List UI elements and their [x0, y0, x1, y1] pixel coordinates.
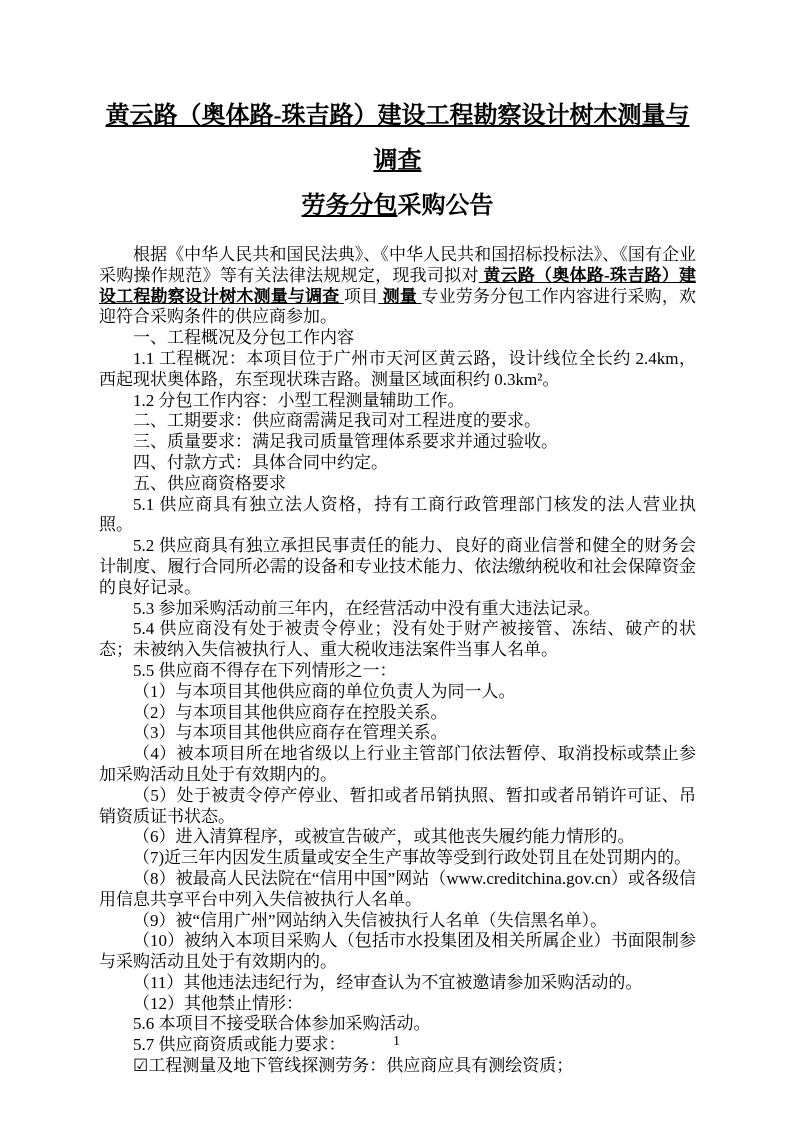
section-1-heading: [99, 328, 696, 349]
intro-paragraph-text: 项目: [343, 286, 379, 306]
item-6-text: （6）进入清算程序，或被宣告破产，或其他丧失履约能力情形的。: [133, 827, 635, 847]
clause-5-2-text: 5.2 供应商具有独立承担民事责任的能力、良好的商业信誉和健全的财务会计制度、履行合同所必需的设备和专业技术能力、依法缴纳税收和社会保障资金的良好记录。: [99, 536, 696, 597]
section-2: [99, 411, 696, 432]
item-12: [99, 994, 696, 1015]
intro-paragraph-text: 测量: [378, 286, 422, 306]
clause-5-3: [99, 599, 696, 620]
section-3: [99, 432, 696, 453]
item-7-text: （7)近三年内因发生质量或安全生产事故等受到行政处罚且在处罚期内的。: [133, 848, 692, 868]
item-9-text: （9）被“信用广州”网站纳入失信被执行人名单（失信黑名单）。: [133, 910, 608, 930]
clause-5-1: [99, 495, 696, 537]
checkbox-checked-icon: ☑: [133, 1056, 149, 1076]
clause-1-1: [99, 349, 696, 391]
item-5-text: （5）处于被责令停产停业、暂扣或者吊销执照、暂扣或者吊销许可证、吊销资质证书状态。: [99, 785, 696, 826]
section-5-heading-text: 五、供应商资格要求: [133, 473, 286, 493]
qualification-checkbox-line-text: 工程测量及地下管线探测劳务：供应商应具有测绘资质；: [148, 1056, 574, 1076]
clause-5-2: [99, 536, 696, 598]
clause-5-6-text: 5.6 本项目不接受联合体参加采购活动。: [133, 1014, 431, 1034]
document-content: [99, 94, 696, 1077]
item-4-text: （4）被本项目所在地省级以上行业主管部门依法暂停、取消投标或禁止参加采购活动且处于有效期内的。: [99, 744, 696, 784]
intro-paragraph: [99, 245, 696, 328]
intro-paragraph-text: 专业劳务分包工作内容进行采购，欢迎符合采购条件的供应商参加。: [99, 286, 697, 327]
clause-5-5: [99, 661, 696, 682]
item-2-text: （2）与本项目其他供应商存在控股关系。: [133, 702, 448, 722]
section-4-text: 四、付款方式：具体合同中约定。: [133, 452, 388, 472]
clause-5-4-text: 5.4 供应商没有处于被责令停业；没有处于财产被接管、冻结、破产的状态；未被纳入失信被执行人、重大税收违法案件当事人名单。: [99, 619, 696, 660]
item-10-text: （10）被纳入本项目采购人（包括市水投集团及相关所属企业）书面限制参与采购活动且处于有效期内的。: [99, 931, 696, 972]
section-2-text: 二、工期要求：供应商需满足我司对工程进度的要求。: [133, 411, 541, 431]
item-11: [99, 973, 696, 994]
clause-5-5-text: 5.5 供应商不得存在下列情形之一：: [133, 660, 397, 680]
item-8-text: （8）被最高人民法院在“信用中国”网站（www.creditchina.gov.cn）或各级信用信息共享平台中列入失信被执行人名单。: [99, 868, 696, 909]
item-3-text: （3）与本项目其他供应商存在管理关系。: [133, 723, 448, 743]
title-line-1: [99, 94, 696, 184]
item-1-text: （1）与本项目其他供应商的单位负责人为同一人。: [133, 681, 516, 701]
section-3-text: 三、质量要求：满足我司质量管理体系要求并通过验收。: [133, 432, 558, 452]
item-8: [99, 869, 696, 911]
title-line2-underlined-text: 劳务分包: [301, 193, 398, 219]
clause-5-7-text: 5.7 供应商资质或能力要求：: [133, 1035, 346, 1055]
intro-paragraph-text: 根据《中华人民共和国民法典》、《中华人民共和国招标投标法》、《国有企业采购操作规范》等有关法律法规规定，现我司拟对: [99, 245, 696, 285]
clause-1-2: [99, 391, 696, 412]
section-5-heading: [99, 474, 696, 495]
item-3: [99, 723, 696, 744]
document-body: [99, 245, 696, 1077]
clause-5-3-text: 5.3 参加采购活动前三年内，在经营活动中没有重大违法记录。: [133, 598, 601, 618]
item-5: [99, 786, 696, 828]
item-10: [99, 931, 696, 973]
document-title: [99, 94, 696, 229]
clause-1-2-text: 1.2 分包工作内容：小型工程测量辅助工作。: [133, 390, 465, 410]
page-number: 1: [393, 1034, 400, 1049]
clause-5-6: [99, 1014, 696, 1035]
item-1: [99, 682, 696, 703]
section-1-heading-text: 一、工程概况及分包工作内容: [133, 328, 354, 348]
title-line-2: [99, 184, 696, 229]
item-6: [99, 827, 696, 848]
clause-1-1-text: 1.1 工程概况：本项目位于广州市天河区黄云路，设计线位全长约 2.4km，西起现状奥体路，东至现状珠吉路。测量区域面积约 0.3km²。: [99, 348, 696, 389]
qualification-checkbox-line: [99, 1056, 696, 1077]
clause-5-4: [99, 619, 696, 661]
item-12-text: （12）其他禁止情形：: [133, 993, 303, 1013]
title-line2-plain-text: 采购公告: [397, 193, 494, 219]
item-7: [99, 848, 696, 869]
intro-paragraph-text: 黄云路（奥体路-珠吉路）建设工程勘察设计树木测量与调查: [99, 265, 697, 306]
item-4: [99, 744, 696, 786]
item-9: [99, 911, 696, 932]
item-11-text: （11）其他违法违纪行为，经审查认为不宜被邀请参加采购活动的。: [133, 972, 643, 992]
title-line1-underlined-text: 黄云路（奥体路-珠吉路）建设工程勘察设计树木测量与调查: [105, 103, 690, 174]
section-4: [99, 453, 696, 474]
clause-5-1-text: 5.1 供应商具有独立法人资格，持有工商行政管理部门核发的法人营业执照。: [99, 494, 696, 535]
item-2: [99, 703, 696, 724]
